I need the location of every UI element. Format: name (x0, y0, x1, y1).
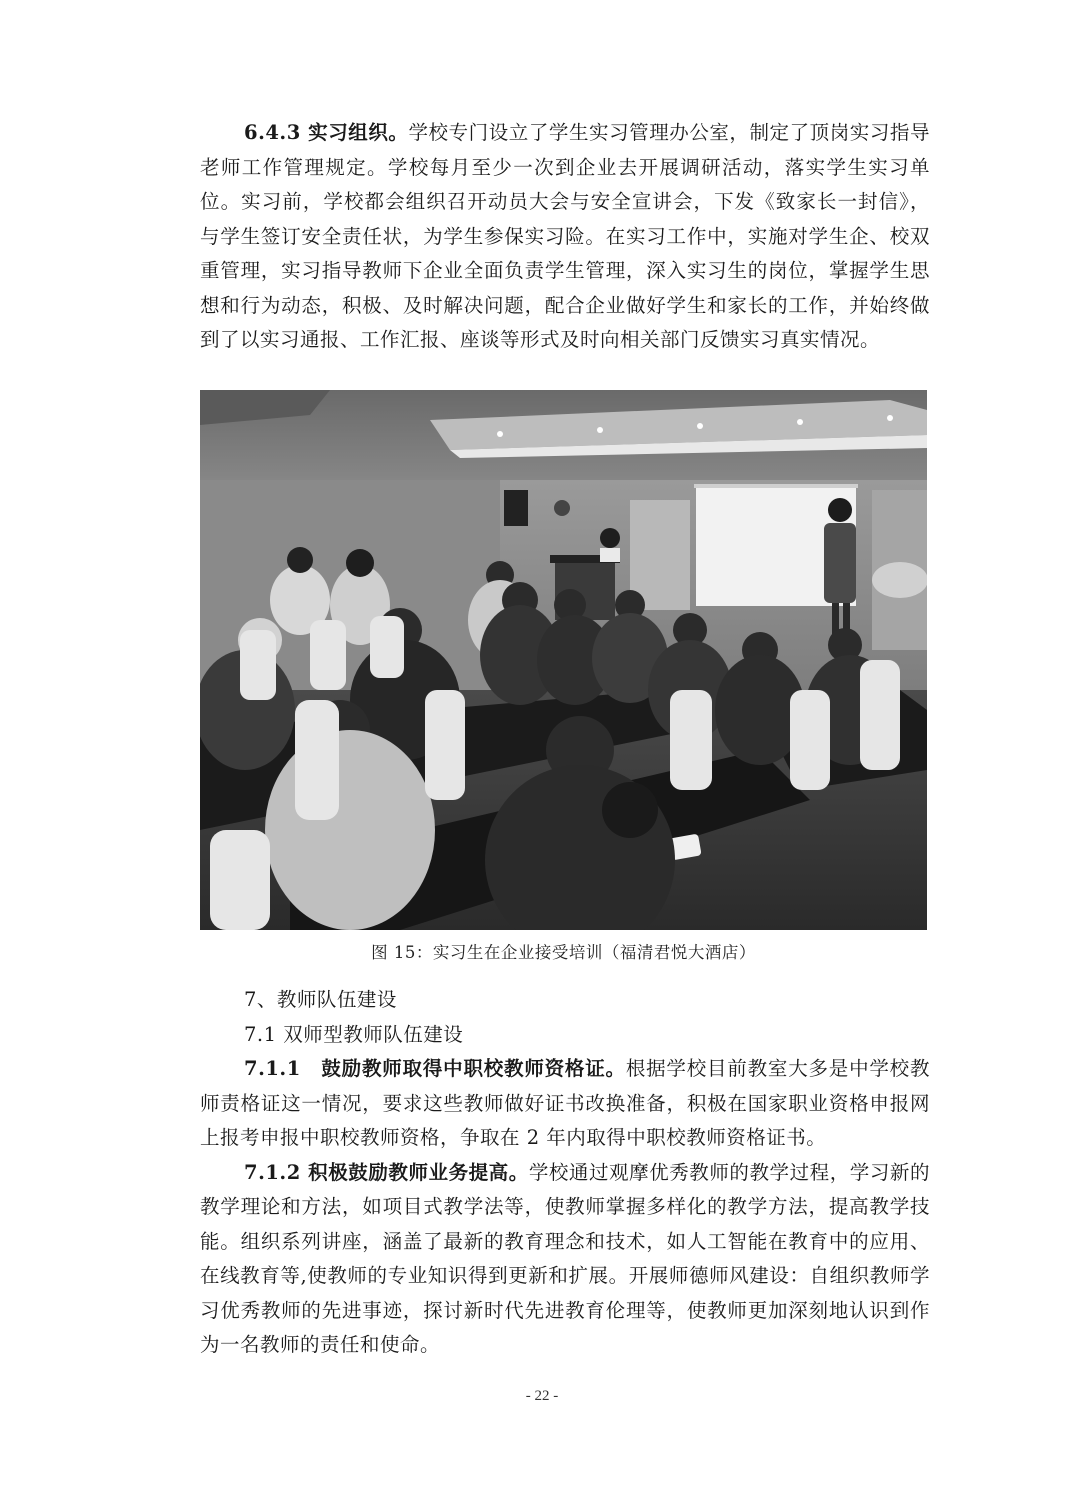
section-7-heading: 7、教师队伍建设 (244, 988, 397, 1011)
section-heading: 6.4.3 实习组织。 (244, 121, 409, 144)
section-heading: 7.1.2 积极鼓励教师业务提高。 (244, 1160, 529, 1184)
paragraph-body: 学校通过观摩优秀教师的教学过程，学习新的教学理论和方法，如项目式教学法等，使教师掌握多样化的教学方法，提高教学技能。组织系列讲座，涵盖了最新的教育理念和技术，如人工智能在教育中的应用、在线教育等,使教师的专业知识得到更新和扩展。开展师德师风建设：自组织教师学习优秀教师的先进事迹，探讨新时代先进教育伦理等，使教师更加深刻地认识到作为一名教师的责任和使命。 (200, 1160, 930, 1356)
paragraph (200, 116, 930, 358)
section-7 (200, 983, 930, 1363)
page-number: - 22 - (525, 1388, 559, 1404)
section-6-4-3 (200, 116, 930, 358)
paragraph-body: 根据学校目前教室大多是中学校教师责格证这一情况，要求这些教师做好证书改换准备，积极在国家职业资格申报网上报考申报中职校教师资格，争取在 2 年内取得中职校教师资格证书。 (200, 1057, 930, 1149)
paragraph-body: 学校专门设立了学生实习管理办公室，制定了顶岗实习指导老师工作管理规定。学校每月至少一次到企业去开展调研活动，落实学生实习单位。实习前，学校都会组织召开动员大会与安全宣讲会，下发《致家长一封信》，与学生签订安全责任状，为学生参保实习险。在实习工作中，实施对学生企、校双重管理，实习指导教师下企业全面负责学生管理，深入实习生的岗位，掌握学生思想和行为动态，积极、及时解决问题，配合企业做好学生和家长的工作，并始终做到了以实习通报、工作汇报、座谈等形式及时向相关部门反馈实习真实情况。 (200, 121, 930, 351)
figure-caption: 图 15：实习生在企业接受培训（福清君悦大酒店） (371, 943, 756, 962)
section-heading: 7.1.1 鼓励教师取得中职校教师资格证。 (244, 1057, 626, 1080)
training-photo (200, 390, 927, 930)
training-photo-illustration (200, 390, 927, 930)
section-7-1-2 (200, 1156, 930, 1363)
section-7-1-1 (200, 1052, 930, 1156)
section-7-1-heading: 7.1 双师型教师队伍建设 (244, 1022, 464, 1046)
